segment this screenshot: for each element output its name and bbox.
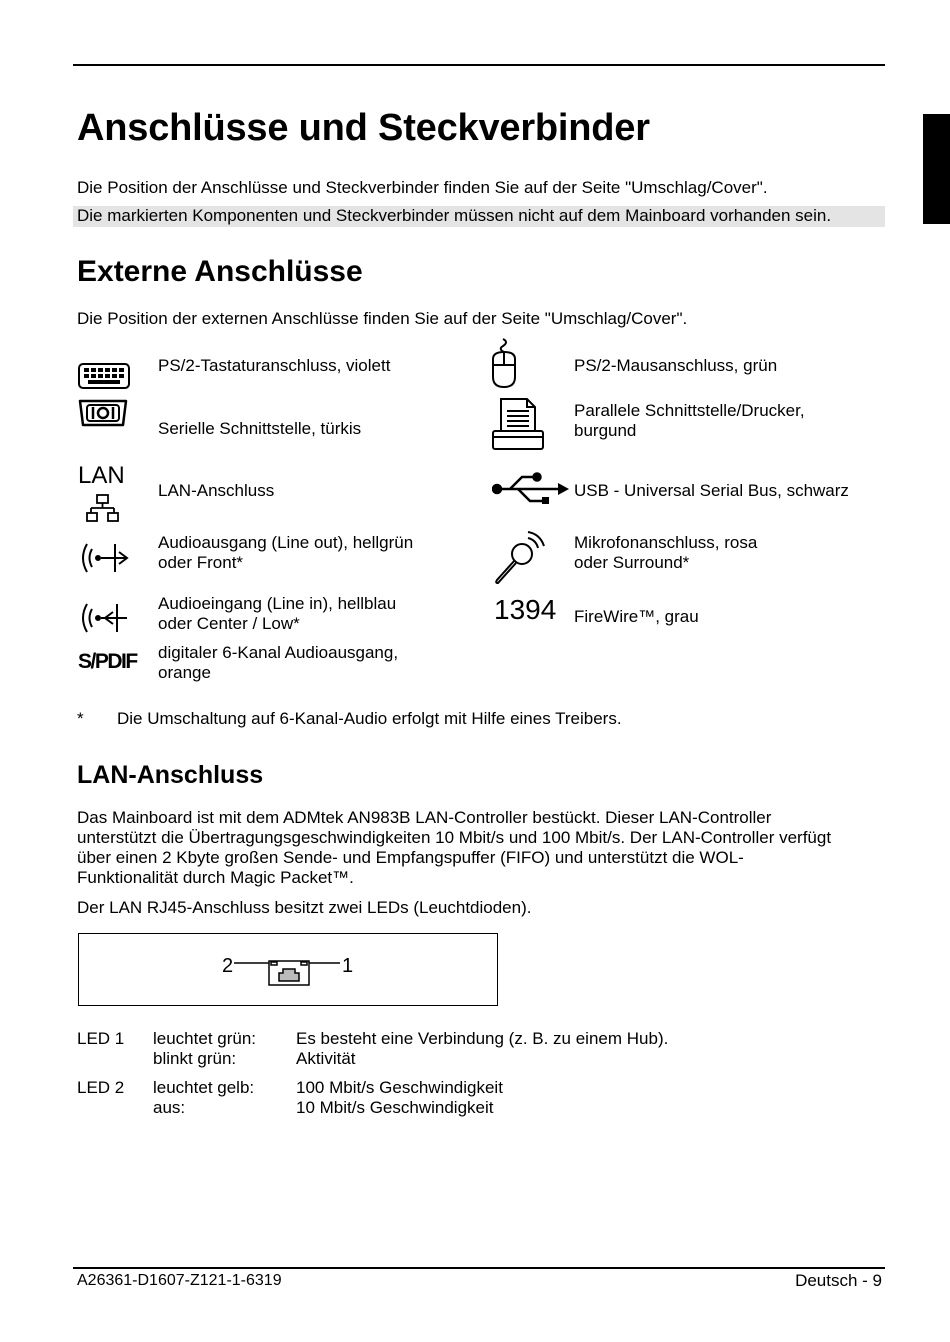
led-1-state-1: leuchtet grün:	[153, 1029, 257, 1048]
keyboard-icon	[78, 363, 130, 389]
spdif-icon: S/PDIF	[78, 650, 137, 673]
audio-out-icon	[77, 538, 131, 578]
connector-audio-out-line1: Audioausgang (Line out), hellgrün	[158, 533, 414, 552]
page-title: Anschlüsse und Steckverbinder	[77, 107, 650, 149]
led-2-name: LED 2	[77, 1078, 125, 1097]
rj45-led-1-label: 1	[342, 955, 354, 977]
mouse-icon	[490, 337, 520, 389]
connector-lan-label: LAN-Anschluss	[158, 481, 275, 500]
footnote-text: Die Umschaltung auf 6-Kanal-Audio erfolgt mit Hilfe eines Treibers.	[117, 709, 622, 728]
lan-para2: Der LAN RJ45-Anschluss besitzt zwei LEDs (Leuchtdioden).	[77, 898, 532, 917]
serial-port-icon	[77, 399, 129, 427]
firewire-icon: 1394	[494, 594, 557, 625]
connector-firewire-label: FireWire™, grau	[574, 607, 699, 626]
connector-audio-in-line1: Audioeingang (Line in), hellblau	[158, 594, 397, 613]
microphone-icon	[492, 530, 548, 586]
led-1-name: LED 1	[77, 1029, 125, 1048]
connector-parallel-line1: Parallele Schnittstelle/Drucker,	[574, 401, 805, 420]
connector-keyboard-label: PS/2-Tastaturanschluss, violett	[158, 356, 391, 375]
led-2-state-1: leuchtet gelb:	[153, 1078, 255, 1097]
connector-parallel-line2: burgund	[574, 421, 637, 440]
section-heading-external: Externe Anschlüsse	[77, 255, 363, 288]
connector-microphone-line2: oder Surround*	[574, 553, 690, 572]
audio-in-icon	[77, 598, 131, 638]
intro-line-1: Die Position der Anschlüsse und Steckverbinder finden Sie auf der Seite "Umschlag/Cover".	[77, 178, 768, 197]
rj45-led-2-label: 2	[222, 955, 234, 977]
external-intro: Die Position der externen Anschlüsse finden Sie auf der Seite "Umschlag/Cover".	[77, 309, 688, 328]
footer-page-number: Deutsch - 9	[795, 1271, 882, 1290]
footer-rule	[73, 1267, 885, 1269]
intro-line-2-highlighted: Die markierten Komponenten und Steckverbinder müssen nicht auf dem Mainboard vorhanden sein.	[73, 206, 885, 227]
connector-serial-label: Serielle Schnittstelle, türkis	[158, 419, 362, 438]
connector-usb-label: USB - Universal Serial Bus, schwarz	[574, 481, 849, 500]
lan-para-line2: unterstützt die Übertragungsgeschwindigkeiten 10 Mbit/s und 100 Mbit/s. Der LAN-Controller verfügt	[77, 828, 832, 847]
led-2-state-2: aus:	[153, 1098, 186, 1117]
led-1-meaning-1: Es besteht eine Verbindung (z. B. zu einem Hub).	[296, 1029, 669, 1048]
lan-para-line3: über einen 2 Kbyte großen Sende- und Empfangspuffer (FIFO) und unterstützt die WOL-	[77, 848, 744, 867]
header-rule	[73, 64, 885, 66]
section-heading-lan: LAN-Anschluss	[77, 761, 264, 789]
connector-audio-in-line2: oder Center / Low*	[158, 614, 300, 633]
footer-doc-number: A26361-D1607-Z121-1-6319	[77, 1272, 282, 1289]
rj45-port-icon	[234, 957, 344, 987]
led-2-meaning-2: 10 Mbit/s Geschwindigkeit	[296, 1098, 494, 1117]
connector-spdif-line2: orange	[158, 663, 211, 682]
connector-spdif-line1: digitaler 6-Kanal Audioausgang,	[158, 643, 399, 662]
footnote-mark: *	[77, 709, 84, 728]
usb-icon	[492, 471, 570, 507]
lan-para-line4: Funktionalität durch Magic Packet™.	[77, 868, 354, 887]
lan-para-line1: Das Mainboard ist mit dem ADMtek AN983B LAN-Controller bestückt. Dieser LAN-Controller	[77, 808, 772, 827]
printer-icon	[491, 397, 545, 453]
chapter-tab-marker	[923, 114, 950, 224]
lan-icon-label: LAN	[78, 462, 125, 489]
led-2-meaning-1: 100 Mbit/s Geschwindigkeit	[296, 1078, 503, 1097]
connector-mouse-label: PS/2-Mausanschluss, grün	[574, 356, 778, 375]
led-1-meaning-2: Aktivität	[296, 1049, 356, 1068]
connector-microphone-line1: Mikrofonanschluss, rosa	[574, 533, 758, 552]
lan-icon	[86, 494, 120, 524]
led-1-state-2: blinkt grün:	[153, 1049, 237, 1068]
connector-audio-out-line2: oder Front*	[158, 553, 244, 572]
